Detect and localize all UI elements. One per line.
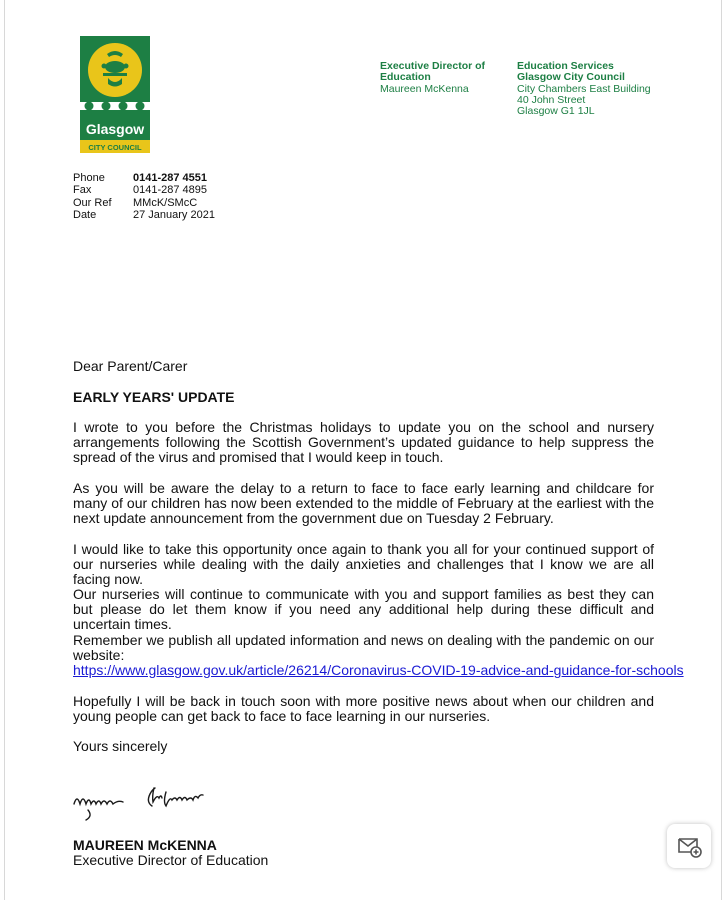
address-city: Glasgow G1 1JL (517, 105, 595, 118)
address-street: 40 John Street (517, 93, 586, 106)
meta-row-fax (73, 184, 215, 196)
address-building: City Chambers East Building (517, 82, 651, 95)
address-dept: Education Services (517, 60, 614, 72)
meta-key: Phone (73, 172, 105, 184)
mail-add-icon (676, 834, 702, 858)
meta-value: 0141-287 4895 (133, 184, 208, 197)
director-name: Maureen McKenna (380, 82, 469, 95)
letter-meta (73, 172, 215, 221)
paragraph-5: Remember we publish all updated information and news on dealing with the pandemic on our website: (73, 632, 654, 664)
paragraph-1: I wrote to you before the Christmas holidays to update you on the school and nursery arrangements following the Scottish Government’s updated guidance to help suppress the spread of the virus and promised that I would keep in touch. (73, 419, 654, 466)
meta-value: 27 January 2021 (133, 208, 215, 221)
paragraph-6: Hopefully I will be back in touch soon with more positive news about when our children and young people can get back to face to face learning in our nurseries. (73, 693, 654, 725)
meta-row-ref (73, 197, 215, 209)
meta-key: Our Ref (73, 196, 112, 209)
meta-key: Date (73, 208, 97, 221)
signatory-name: MAUREEN McKENNA (73, 837, 217, 853)
meta-row-date (73, 209, 215, 221)
paragraph-3: I would like to take this opportunity once again to thank you all for your continued support of our nurseries while dealing with the daily anxieties and challenges that I know we are all facing now. (73, 541, 654, 588)
email-share-button[interactable] (667, 824, 711, 868)
meta-key: Fax (73, 184, 92, 197)
signatory-title: Executive Director of Education (73, 852, 269, 868)
director-block (380, 61, 485, 95)
address-block (517, 61, 651, 117)
logo-subtext: CITY COUNCIL (88, 143, 142, 152)
closing: Yours sincerely (73, 738, 168, 754)
director-title-line2: Education (380, 71, 431, 84)
paragraph-4: Our nurseries will continue to communicate with you and support families as best they can but please do let them know if you need any additional help during these difficult and uncertain times. (73, 586, 654, 633)
logo-text: Glasgow (85, 121, 145, 137)
covid-guidance-link[interactable]: https://www.glasgow.gov.uk/article/26214/Coronavirus-COVID-19-advice-and-guidance-for-schools (73, 662, 684, 678)
meta-value: MMcK/SMcC (133, 196, 198, 209)
glasgow-crest-logo (80, 36, 150, 153)
salutation: Dear Parent/Carer (73, 358, 188, 374)
letter-heading: EARLY YEARS' UPDATE (73, 389, 235, 405)
director-title-line1: Executive Director of (380, 60, 486, 72)
meta-row-phone (73, 172, 215, 184)
meta-value: 0141-287 4551 (133, 172, 208, 184)
handwritten-signature (72, 780, 222, 822)
address-council: Glasgow City Council (517, 71, 625, 84)
paragraph-2: As you will be aware the delay to a return to face to face early learning and childcare for many of our children has now been extended to the middle of February at the earliest with the next update announcement from the government due on Tuesday 2 February. (73, 480, 654, 527)
